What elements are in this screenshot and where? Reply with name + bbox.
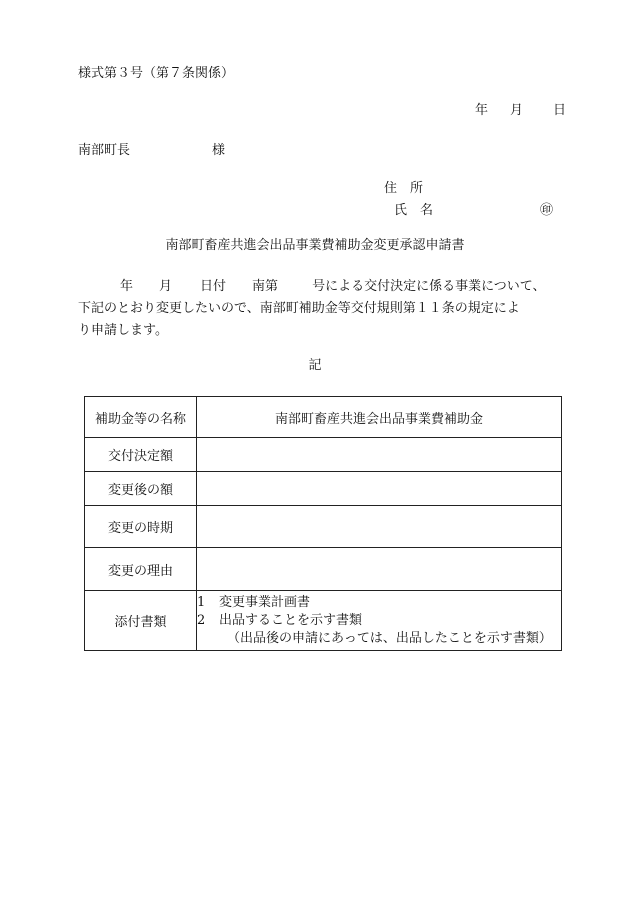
row-value[interactable] — [197, 472, 562, 506]
body-line-1: 年 月 日付 南第 号による交付決定に係る事業について、 — [120, 279, 546, 294]
addressee-name: 南部町長 — [78, 143, 131, 158]
row-value[interactable] — [197, 506, 562, 548]
application-table — [84, 396, 562, 651]
table-row — [85, 472, 562, 506]
date-year: 年 — [475, 103, 489, 118]
date-line — [475, 103, 566, 119]
table-row — [85, 397, 562, 438]
table-row-attachments — [85, 591, 562, 651]
body-line-2: 下記のとおり変更したいので、南部町補助金等交付規則第１１条の規定によ — [78, 301, 520, 316]
attachment-item: 2 出品することを示す書類 — [197, 612, 363, 628]
row-value[interactable]: 南部町畜産共進会出品事業費補助金 — [197, 397, 562, 438]
form-number: 様式第３号（第７条関係） — [78, 66, 235, 81]
table-row — [85, 548, 562, 591]
body-line-3: り申請します。 — [78, 323, 168, 338]
attachment-item: 1 変更事業計画書 — [197, 594, 311, 610]
ki-heading: 記 — [308, 358, 322, 373]
date-day: 日 — [553, 103, 567, 118]
document-title: 南部町畜産共進会出品事業費補助金変更承認申請書 — [165, 238, 465, 253]
row-label: 変更後の額 — [85, 472, 197, 506]
body-paragraph — [78, 276, 560, 342]
seal-mark: ㊞ — [540, 203, 554, 218]
name-label: 氏 名 — [394, 203, 434, 218]
addressee-honorific: 様 — [212, 143, 226, 158]
date-month: 月 — [510, 103, 524, 118]
row-label: 変更の時期 — [85, 506, 197, 548]
table-row — [85, 438, 562, 472]
attachments-label: 添付書類 — [85, 591, 197, 651]
address-label: 住 所 — [384, 181, 424, 196]
row-label: 交付決定額 — [85, 438, 197, 472]
row-value[interactable] — [197, 548, 562, 591]
row-value[interactable] — [197, 438, 562, 472]
table-row — [85, 506, 562, 548]
attachment-note: （出品後の申請にあっては、出品したことを示す書類） — [227, 630, 552, 646]
row-label: 変更の理由 — [85, 548, 197, 591]
row-label: 補助金等の名称 — [85, 397, 197, 438]
attachments-list — [197, 591, 562, 651]
